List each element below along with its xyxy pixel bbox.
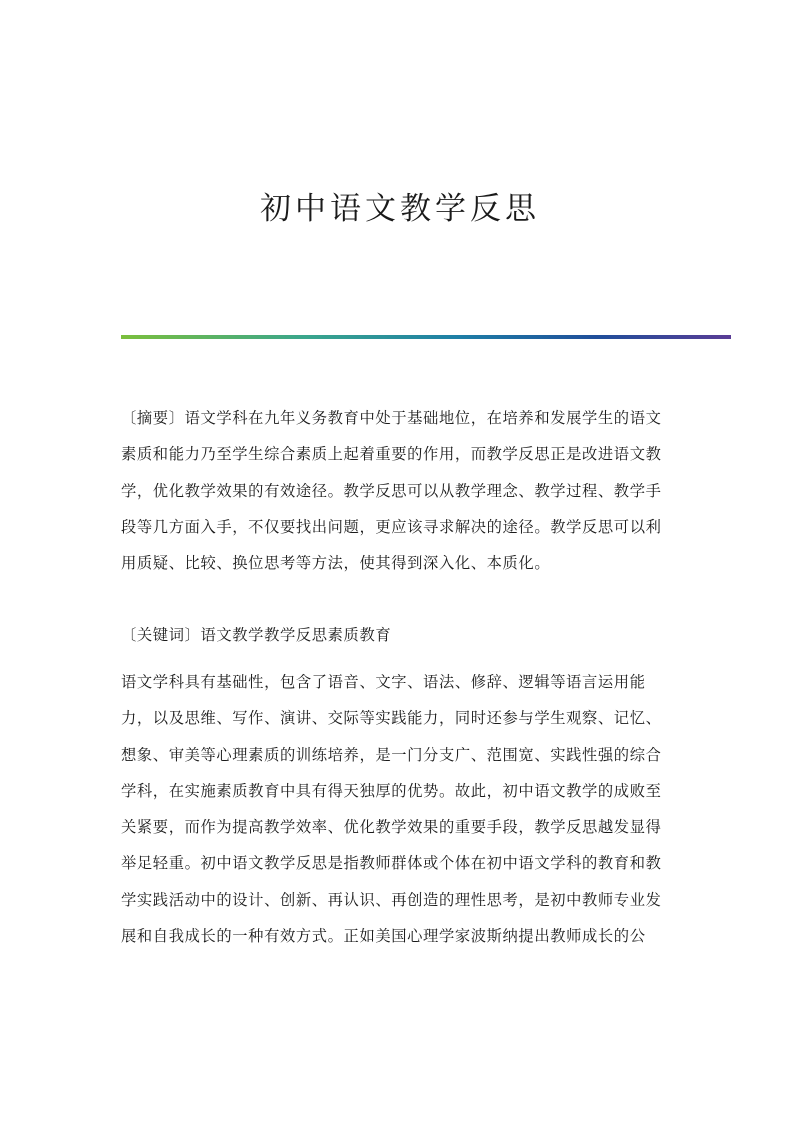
paragraph-line: 想象、审美等心理素质的训练培养，是一门分支广、范围宽、实践性强的综合 bbox=[121, 745, 662, 764]
paragraph-line: 学科，在实施素质教育中具有得天独厚的优势。故此，初中语文教学的成败至 bbox=[121, 781, 662, 800]
keywords-line: 〔关键词〕语文教学教学反思素质教育 bbox=[121, 626, 392, 644]
paragraph-line: 学实践活动中的设计、创新、再认识、再创造的理性思考，是初中教师专业发 bbox=[121, 890, 662, 909]
body-paragraph bbox=[121, 664, 671, 954]
abstract-line: 〔摘要〕语文学科在九年义务教育中处于基础地位，在培养和发展学生的语文 bbox=[121, 409, 662, 427]
paragraph-line: 力，以及思维、写作、演讲、交际等实践能力，同时还参与学生观察、记忆、 bbox=[121, 709, 662, 728]
paragraph-line: 展和自我成长的一种有效方式。正如美国心理学家波斯纳提出教师成长的公 bbox=[121, 927, 646, 946]
abstract-line: 素质和能力乃至学生综合素质上起着重要的作用，而教学反思正是改进语文教 bbox=[121, 445, 662, 464]
document-title: 初中语文教学反思 bbox=[260, 191, 540, 227]
paragraph-line: 关紧要，而作为提高教学效率、优化教学效果的重要手段，教学反思越发显得 bbox=[121, 818, 662, 837]
abstract-line: 用质疑、比较、换位思考等方法，使其得到深入化、本质化。 bbox=[121, 554, 551, 573]
title-divider bbox=[121, 335, 731, 339]
abstract-line: 学，优化教学效果的有效途径。教学反思可以从教学理念、教学过程、教学手 bbox=[121, 481, 662, 500]
paragraph-line: 举足轻重。初中语文教学反思是指教师群体或个体在初中语文学科的教育和教 bbox=[121, 854, 662, 873]
abstract-paragraph bbox=[121, 400, 671, 581]
abstract-line: 段等几方面入手，不仅要找出问题，更应该寻求解决的途径。教学反思可以利 bbox=[121, 517, 662, 536]
paragraph-line: 语文学科具有基础性，包含了语音、文字、语法、修辞、逻辑等语言运用能 bbox=[121, 673, 646, 691]
